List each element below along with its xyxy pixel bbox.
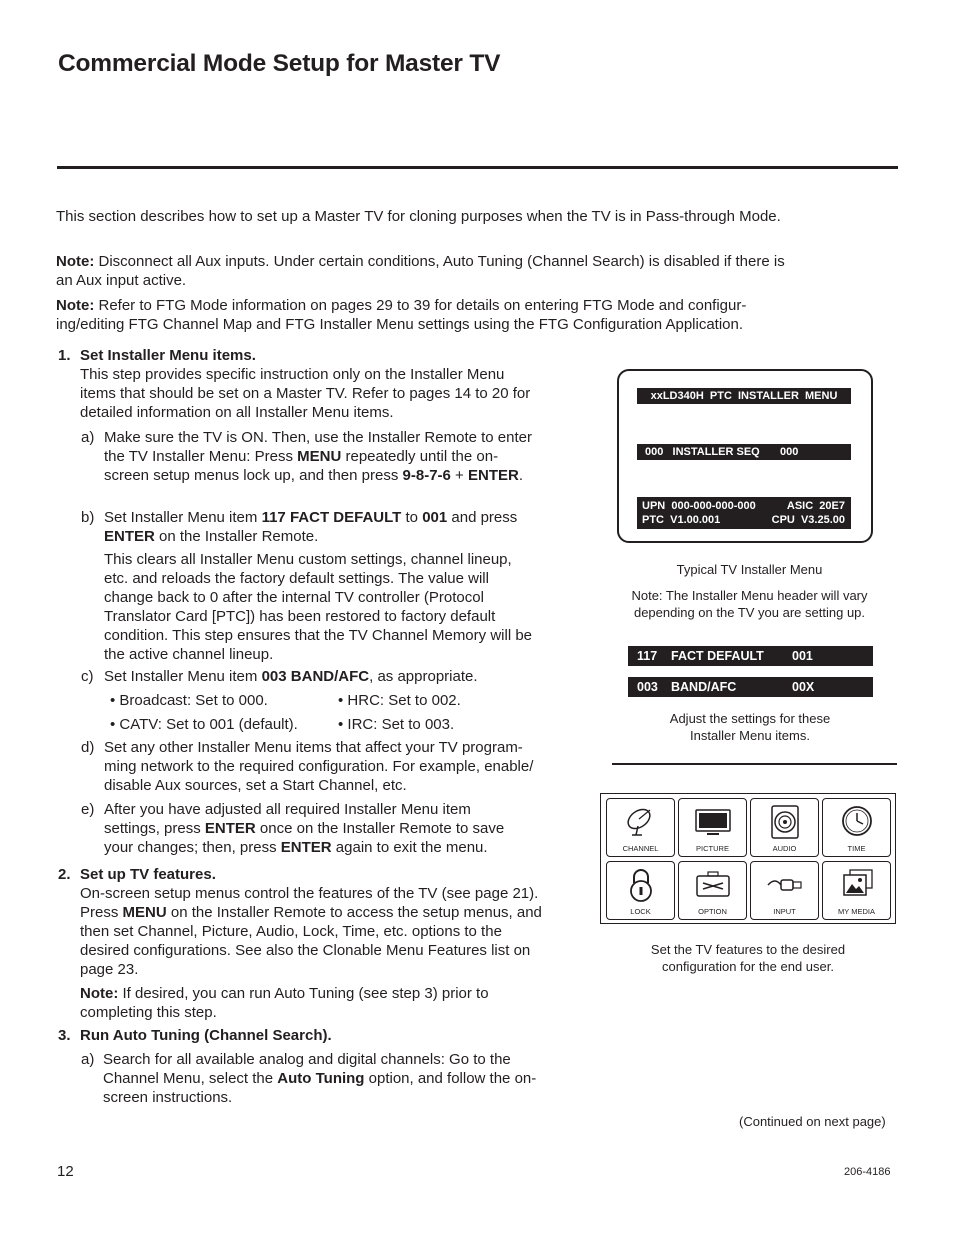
item-letter: b) <box>81 509 95 526</box>
step1-item-d: Set any other Installer Menu items that affect your TV program-ming network to the required configuration. For example, enable/ disable Aux sources, set a Start Channel, etc. <box>104 739 534 794</box>
section-divider <box>612 763 897 765</box>
text: once on the Installer Remote to save your changes; then, press <box>104 820 505 856</box>
upn-text: UPN 000-000-000-000 <box>642 500 756 512</box>
step-heading: Run Auto Tuning (Channel Search). <box>80 1027 332 1044</box>
item-letter: a) <box>81 1051 95 1068</box>
note-text: If desired, you can run Auto Tuning (see step 3) prior to completing this step. <box>80 985 489 1021</box>
menu-tile-option <box>678 861 747 920</box>
satellite-dish-icon <box>624 804 658 838</box>
step1-block <box>80 346 540 422</box>
note-text: Disconnect all Aux inputs. Under certain conditions, Auto Tuning (Channel Search) is disabled if there is an Aux input active. <box>56 253 785 289</box>
cable-plug-icon <box>765 867 805 901</box>
key-name: ENTER <box>204 820 256 837</box>
settings-caption: Adjust the settings for these Installer Menu items. <box>669 711 831 743</box>
text: option, and follow the on-screen instructions. <box>103 1070 537 1106</box>
bullet-item: • HRC: Set to 002. <box>338 692 461 709</box>
note-aux-inputs <box>56 252 796 290</box>
setting-number: 117 <box>637 649 658 663</box>
item-letter: c) <box>81 668 94 685</box>
tile-label: PICTURE <box>696 844 729 853</box>
setting-number: 003 <box>637 680 658 694</box>
step1-item-c <box>104 667 544 686</box>
padlock-icon <box>624 867 658 903</box>
installer-menu-note: Note: The Installer Menu header will vary depending on the TV you are setting up. <box>631 588 868 620</box>
menu-item-name: 117 FACT DEFAULT <box>261 509 402 526</box>
setup-menu-grid <box>600 793 896 924</box>
tile-label: AUDIO <box>772 844 797 853</box>
step-heading: Set Installer Menu items. <box>80 347 256 364</box>
setting-name: FACT DEFAULT <box>671 649 764 663</box>
step-note <box>80 984 520 1022</box>
setting-bar-band-afc <box>628 677 873 697</box>
step-number: 1. <box>58 347 71 364</box>
seq-label: 000 INSTALLER SEQ <box>645 446 760 458</box>
note-label: Note: <box>56 253 95 270</box>
bullet-item: • Broadcast: Set to 000. <box>110 692 268 709</box>
page-title: Commercial Mode Setup for Master TV <box>58 50 501 77</box>
text: + <box>450 467 468 484</box>
menu-header-bar <box>637 388 851 404</box>
ptc-text: PTC V1.00.001 <box>642 514 721 526</box>
title-divider <box>57 166 898 169</box>
menu-header-text: xxLD340H PTC INSTALLER MENU <box>650 390 838 402</box>
text: Search for all available analog and digital channels: Go to the Channel Menu, select the <box>103 1051 511 1087</box>
toolbox-icon <box>693 867 733 901</box>
step-heading: Set up TV features. <box>80 866 216 883</box>
item-letter: e) <box>81 801 95 818</box>
seq-value: 000 <box>780 446 799 458</box>
key-name: ENTER <box>467 467 519 484</box>
step1-item-b <box>104 508 544 546</box>
key-name: ENTER <box>280 839 332 856</box>
note-text: Refer to FTG Mode information on pages 29 to 39 for details on entering FTG Mode and configur-ing/editing FTG Channel Map and FTG Installer Menu settings using the FTG Configuration Application. <box>56 297 747 333</box>
tile-label: CHANNEL <box>622 844 659 853</box>
text: After you have adjusted all required Installer Menu item settings, press <box>104 801 471 837</box>
menu-tile-lock <box>606 861 675 920</box>
speaker-icon <box>768 804 802 840</box>
bullet-item: • CATV: Set to 001 (default). <box>110 716 298 733</box>
version-info-bar <box>637 497 851 529</box>
text: on the Installer Remote to access the setup menus, and then set Channel, Picture, Audio, Lock, Time, etc. options to the desired configurations. See also the Clonable Menu Features list on page 23. <box>80 904 542 978</box>
key-name: MENU <box>297 448 342 465</box>
text: Make sure the TV is ON. Then, use the Installer Remote to enter the TV Installer Menu: Press <box>104 429 532 465</box>
bullet-item: • IRC: Set to 003. <box>338 716 455 733</box>
text: repeatedly until the on-screen setup menus lock up, and then press <box>104 448 499 484</box>
step2-block <box>80 865 544 1022</box>
note-ftg-mode <box>56 296 796 334</box>
tile-label: INPUT <box>773 907 796 916</box>
text: . <box>518 467 523 484</box>
tile-label: TIME <box>847 844 866 853</box>
menu-item-name: 003 BAND/AFC <box>261 668 370 685</box>
note-label: Note: <box>56 297 95 314</box>
item-letter: d) <box>81 739 95 756</box>
menu-tile-my-media <box>822 861 891 920</box>
text: to <box>401 509 423 526</box>
step1-item-a <box>104 428 536 485</box>
key-name: MENU <box>122 904 167 921</box>
menu-grid-caption: Set the TV features to the desired configuration for the end user. <box>650 942 846 974</box>
cpu-text: CPU V3.25.00 <box>771 514 845 526</box>
setting-bar-fact-default <box>628 646 873 666</box>
step-body <box>80 884 544 979</box>
text: again to exit the menu. <box>331 839 488 856</box>
key-name: ENTER <box>104 528 155 545</box>
step-number: 3. <box>58 1027 71 1044</box>
installer-menu-screen <box>617 369 873 543</box>
intro-paragraph: This section describes how to set up a Master TV for cloning purposes when the TV is in Pass-through Mode. <box>56 208 781 225</box>
step-body: This step provides specific instruction only on the Installer Menu items that should be set on a Master TV. Refer to pages 14 to 20 for detailed information on all Installer Menu items. <box>80 366 531 421</box>
step1-item-b-detail: This clears all Installer Menu custom settings, channel lineup, etc. and reloads the factory default settings. The value will change back to 0 after the internal TV controller (Protocol Translator Card [PTC]) has been restored to factory default condition. This step ensures that the TV Channel Memory will be the active channel lineup. <box>104 551 532 663</box>
setting-name: BAND/AFC <box>671 680 737 694</box>
document-number: 206-4186 <box>844 1166 891 1178</box>
text: On-screen setup menus control the features of the TV (see page 21). Press <box>80 885 539 921</box>
note-label: Note: <box>80 985 119 1002</box>
text: on the Installer Remote. <box>154 528 319 545</box>
text: Set Installer Menu item <box>104 509 262 526</box>
tv-icon <box>693 804 733 838</box>
asic-text: ASIC 20E7 <box>786 500 845 512</box>
step3-item-a <box>103 1050 543 1107</box>
installer-menu-caption: Typical TV Installer Menu <box>676 562 823 577</box>
clock-icon <box>840 804 874 838</box>
tile-label: LOCK <box>630 907 651 916</box>
text: , as appropriate. <box>369 668 478 685</box>
setting-value: 00X <box>792 680 815 694</box>
key-name: 9-8-7-6 <box>402 467 451 484</box>
menu-tile-audio <box>750 798 819 857</box>
tile-label: OPTION <box>698 907 727 916</box>
tile-label: MY MEDIA <box>838 907 875 916</box>
text: Set Installer Menu item <box>104 668 262 685</box>
step1-item-e <box>104 800 530 857</box>
installer-seq-bar <box>637 444 851 460</box>
text: and press <box>447 509 518 526</box>
step-number: 2. <box>58 866 71 883</box>
menu-tile-picture <box>678 798 747 857</box>
option-name: Auto Tuning <box>277 1070 365 1087</box>
continued-note: (Continued on next page) <box>739 1114 886 1129</box>
menu-tile-channel <box>606 798 675 857</box>
photo-stack-icon <box>838 867 876 901</box>
setting-value: 001 <box>792 649 813 663</box>
value: 001 <box>422 509 448 526</box>
page-number: 12 <box>57 1163 74 1180</box>
item-letter: a) <box>81 429 95 446</box>
menu-tile-time <box>822 798 891 857</box>
menu-tile-input <box>750 861 819 920</box>
